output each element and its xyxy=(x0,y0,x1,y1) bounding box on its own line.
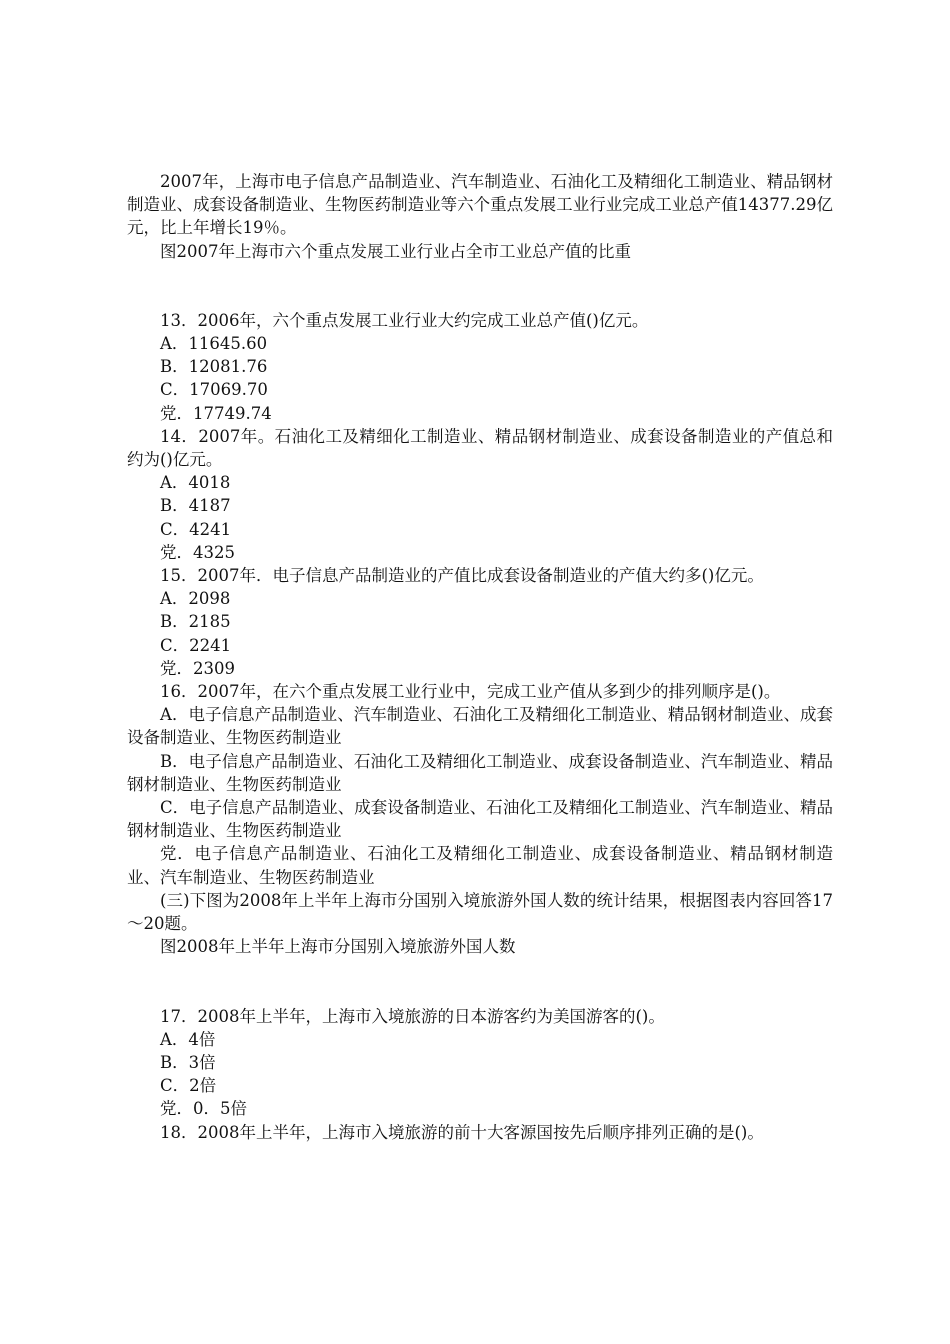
question-16-stem: 16．2007年，在六个重点发展工业行业中，完成工业产值从多到少的排列顺序是()。 xyxy=(160,682,781,702)
section-3-intro: (三)下图为2008年上半年上海市分国别入境旅游外国人数的统计结果，根据图表内容回答17～20题。 xyxy=(127,890,833,934)
question-17-stem: 17．2008年上半年，上海市入境旅游的日本游客约为美国游客的()。 xyxy=(160,1006,665,1026)
question-13-option-d: 党．17749.74 xyxy=(160,403,272,423)
question-14-stem: 14．2007年。石油化工及精细化工制造业、精品钢材制造业、成套设备制造业的产值总和约为()亿元。 xyxy=(127,426,833,470)
question-14-option-c: C．4241 xyxy=(160,519,232,539)
question-16-option-b: B．电子信息产品制造业、石油化工及精细化工制造业、成套设备制造业、汽车制造业、精品钢材制造业、生物医药制造业 xyxy=(127,751,833,794)
question-17-option-b: B．3倍 xyxy=(160,1052,216,1072)
document-page xyxy=(127,170,833,1144)
question-18-stem: 18．2008年上半年，上海市入境旅游的前十大客源国按先后顺序排列正确的是()。 xyxy=(160,1122,764,1142)
figure-placeholder-2 xyxy=(127,959,833,1005)
question-13-option-a: A．11645.60 xyxy=(160,334,268,354)
question-15-option-d: 党．2309 xyxy=(160,658,235,678)
question-15-option-c: C．2241 xyxy=(160,635,232,655)
question-14-option-d: 党．4325 xyxy=(160,542,235,562)
question-16-option-c: C．电子信息产品制造业、成套设备制造业、石油化工及精细化工制造业、汽车制造业、精品钢材制造业、生物医药制造业 xyxy=(127,798,833,841)
question-15-option-b: B．2185 xyxy=(160,612,231,632)
figure-caption-2: 图2008年上半年上海市分国别入境旅游外国人数 xyxy=(160,937,516,957)
question-15-option-a: A．2098 xyxy=(160,589,231,609)
question-13-stem: 13．2006年，六个重点发展工业行业大约完成工业总产值()亿元。 xyxy=(160,310,649,330)
intro-paragraph: 2007年，上海市电子信息产品制造业、汽车制造业、石油化工及精细化工制造业、精品钢材制造业、成套设备制造业、生物医药制造业等六个重点发展工业行业完成工业总产值14377.29亿元，比上年增长19％。 xyxy=(127,172,833,238)
question-17-option-a: A．4倍 xyxy=(160,1029,216,1049)
question-13-option-c: C．17069.70 xyxy=(160,380,268,400)
figure-caption-1: 图2007年上海市六个重点发展工业行业占全市工业总产值的比重 xyxy=(160,241,631,261)
question-17-option-c: C．2倍 xyxy=(160,1076,217,1096)
question-16-option-d: 党．电子信息产品制造业、石油化工及精细化工制造业、成套设备制造业、精品钢材制造业、汽车制造业、生物医药制造业 xyxy=(127,844,833,887)
question-16-option-a: A．电子信息产品制造业、汽车制造业、石油化工及精细化工制造业、精品钢材制造业、成套设备制造业、生物医药制造业 xyxy=(127,705,833,748)
question-15-stem: 15．2007年．电子信息产品制造业的产值比成套设备制造业的产值大约多()亿元。 xyxy=(160,566,764,586)
question-17-option-d: 党．0．5倍 xyxy=(160,1099,247,1119)
question-13-option-b: B．12081.76 xyxy=(160,357,268,377)
question-14-option-b: B．4187 xyxy=(160,496,231,516)
question-14-option-a: A．4018 xyxy=(160,473,231,493)
figure-placeholder-1 xyxy=(127,263,833,309)
